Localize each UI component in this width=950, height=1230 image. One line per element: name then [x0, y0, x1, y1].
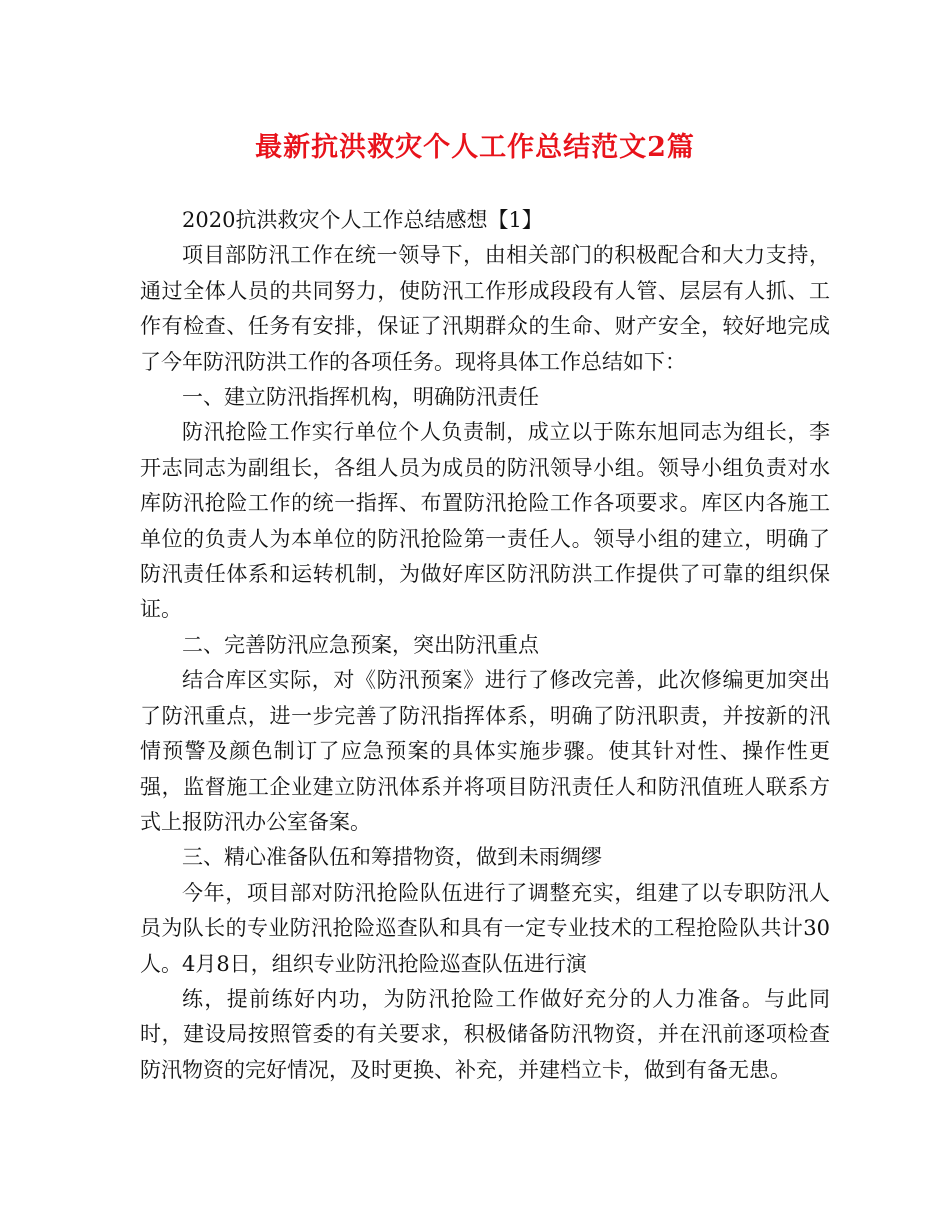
paragraph: 防汛抢险工作实行单位个人负责制，成立以于陈东旭同志为组长，李开志同志为副组长，各组人员为成员的防汛领导小组。领导小组负责对水库防汛抢险工作的统一指挥、布置防汛抢险工作各项要求。库区内各施工单位的负责人为本单位的防汛抢险第一责任人。领导小组的建立，明确了防汛责任体系和运转机制，为做好库区防汛防洪工作提供了可靠的组织保证。: [140, 420, 830, 622]
paragraph: 项目部防汛工作在统一领导下，由相关部门的积极配合和大力支持，通过全体人员的共同努力，使防汛工作形成段段有人管、层层有人抓、工作有检查、任务有安排，保证了汛期群众的生命、财产安全，较好地完成了今年防汛防洪工作的各项任务。现将具体工作总结如下：: [140, 243, 830, 374]
document-body: [140, 203, 830, 1088]
section-heading: 2020抗洪救灾个人工作总结感想【1】: [182, 208, 543, 232]
paragraph: 今年，项目部对防汛抢险队伍进行了调整充实，组建了以专职防汛人员为队长的专业防汛抢险巡查队和具有一定专业技术的工程抢险队共计30人。4月8日，组织专业防汛抢险巡查队伍进行演: [140, 880, 830, 976]
section-heading: 一、建立防汛指挥机构，明确防汛责任: [182, 385, 539, 410]
paragraph: 练，提前练好内功，为防汛抢险工作做好充分的人力准备。与此同时，建设局按照管委的有关要求，积极储备防汛物资，并在汛前逐项检查防汛物资的完好情况，及时更换、补充，并建档立卡，做到有备无患。: [140, 986, 830, 1082]
paragraph: 结合库区实际，对《防汛预案》进行了修改完善，此次修编更加突出了防汛重点，进一步完善了防汛指挥体系，明确了防汛职责，并按新的汛情预警及颜色制订了应急预案的具体实施步骤。使其针对性、操作性更强，监督施工企业建立防汛体系并将项目防汛责任人和防汛值班人联系方式上报防汛办公室备案。: [140, 668, 830, 834]
document-title: 最新抗洪救灾个人工作总结范文2篇: [255, 132, 695, 163]
section-heading: 三、精心准备队伍和筹措物资，做到未雨绸缪: [182, 845, 602, 870]
section-heading: 二、完善防汛应急预案，突出防汛重点: [182, 632, 539, 657]
